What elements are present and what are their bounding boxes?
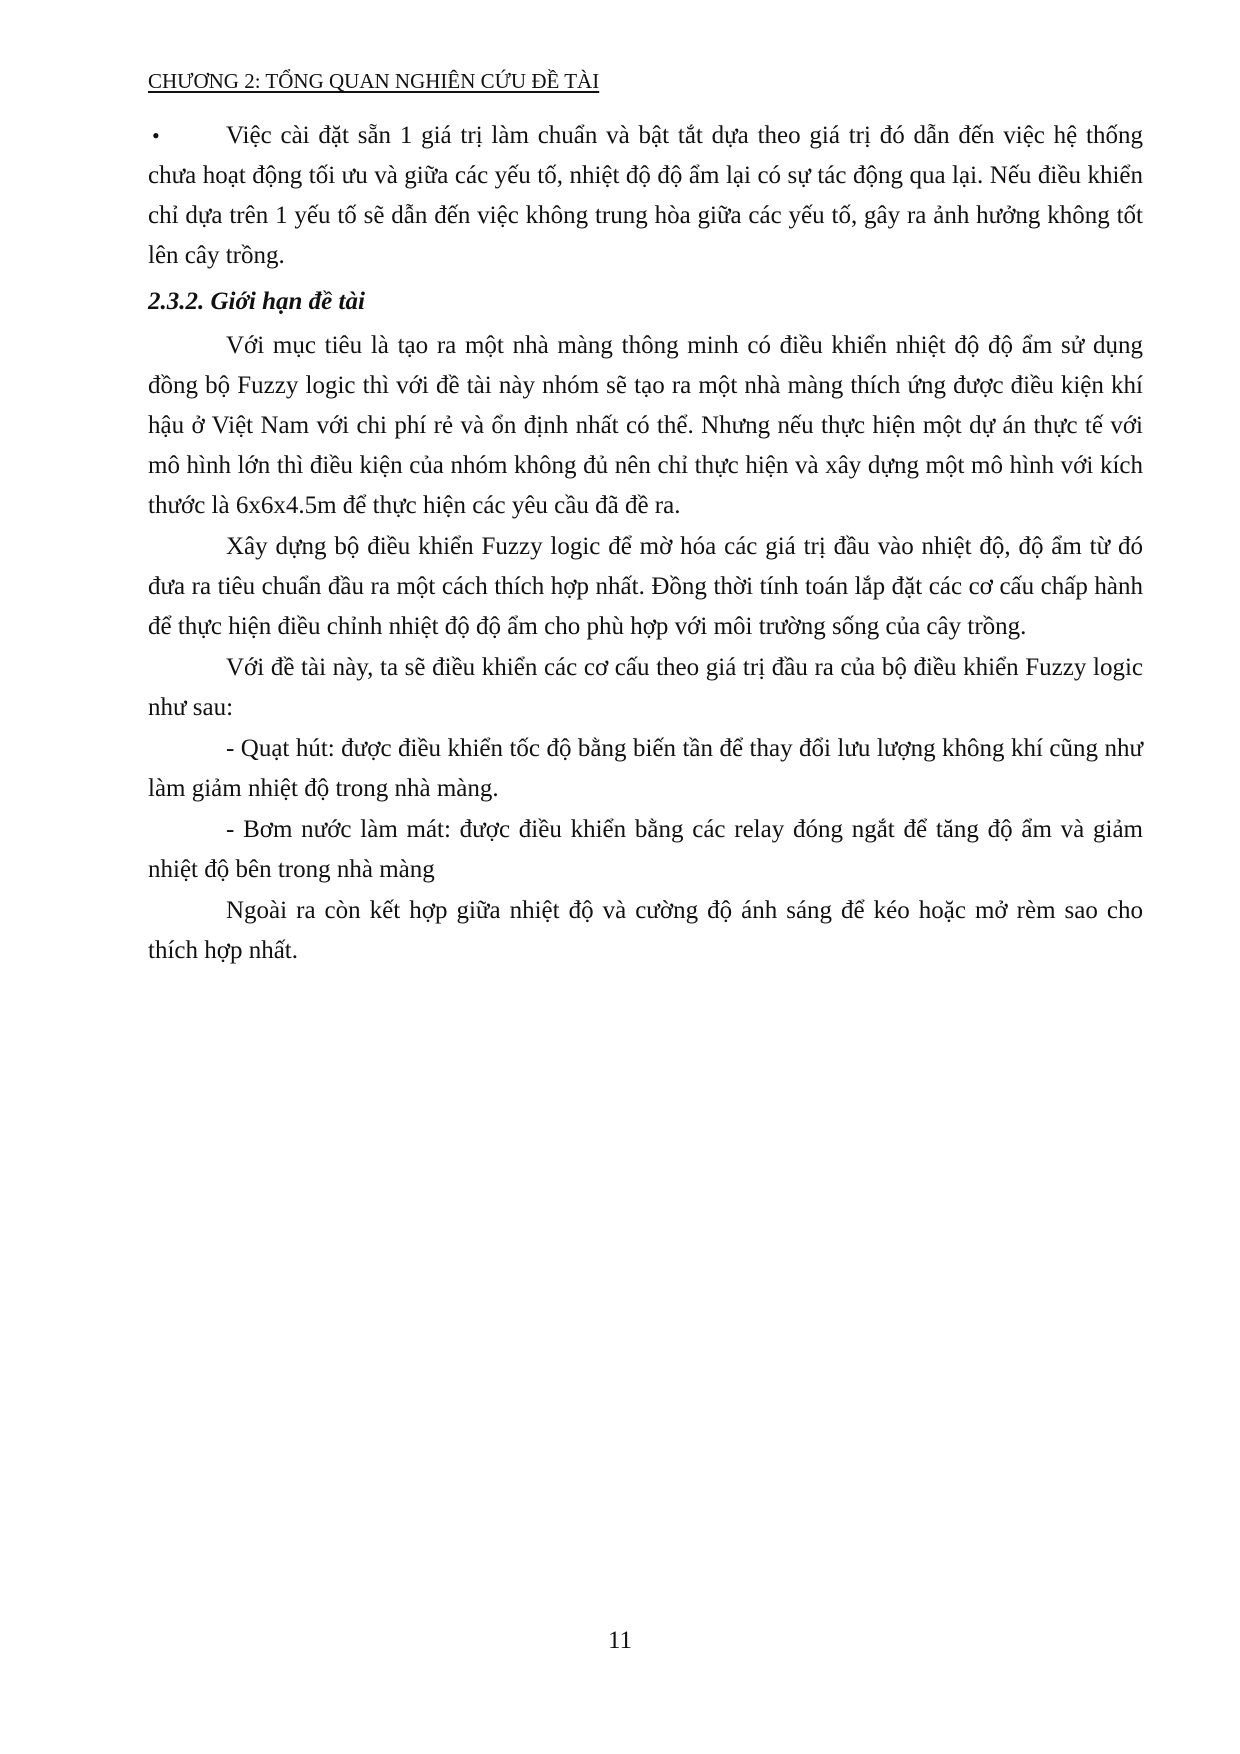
paragraph-control-intro: Với đề tài này, ta sẽ điều khiển các cơ cấu theo giá trị đầu ra của bộ điều khiển Fuzzy logic như sau: [148,654,1143,721]
bullet-text: Việc cài đặt sẵn 1 giá trị làm chuẩn và bật tắt dựa theo giá trị đó dẫn đến việc hệ thống chưa hoạt động tối ưu và giữa các yếu tố, nhiệt độ độ ẩm lại có sự tác động qua lại. Nếu điều khiển chỉ dựa trên 1 yếu tố sẽ dẫn đến việc không trung hòa giữa các yếu tố, gây ra ảnh hưởng không tốt lên cây trồng. [148,122,1143,269]
page-number: 11 [607,1627,633,1654]
bullet-icon: • [152,123,160,148]
paragraph-exhaust-fan: - Quạt hút: được điều khiển tốc độ bằng biến tần để thay đổi lưu lượng không khí cũng như làm giảm nhiệt độ trong nhà màng. [148,735,1143,802]
paragraph-cooling-pump: - Bơm nước làm mát: được điều khiển bằng các relay đóng ngắt để tăng độ ẩm và giảm nhiệt độ bên trong nhà màng [148,816,1143,883]
paragraph-fuzzy-controller: Xây dựng bộ điều khiển Fuzzy logic để mờ hóa các giá trị đầu vào nhiệt độ, độ ẩm từ đó đưa ra tiêu chuẩn đầu ra một cách thích hợp nhất. Đồng thời tính toán lắp đặt các cơ cấu chấp hành để thực hiện điều chỉnh nhiệt độ độ ẩm cho phù hợp với môi trường sống của cây trồng. [148,533,1143,640]
paragraph-objective: Với mục tiêu là tạo ra một nhà màng thông minh có điều khiển nhiệt độ độ ẩm sử dụng đồng bộ Fuzzy logic thì với đề tài này nhóm sẽ tạo ra một nhà màng thích ứng được điều kiện khí hậu ở Việt Nam với chi phí rẻ và ổn định nhất có thể. Nhưng nếu thực hiện một dự án thực tế với mô hình lớn thì điều kiện của nhóm không đủ nên chỉ thực hiện và xây dựng một mô hình với kích thước là 6x6x4.5m để thực hiện các yêu cầu đã đề ra. [148,332,1143,519]
document-body [148,116,1143,971]
section-heading: 2.3.2. Giới hạn đề tài [148,288,365,315]
paragraph-curtain: Ngoài ra còn kết hợp giữa nhiệt độ và cường độ ánh sáng để kéo hoặc mở rèm sao cho thích hợp nhất. [148,897,1143,964]
chapter-header: CHƯƠNG 2: TỔNG QUAN NGHIÊN CỨU ĐỀ TÀI [148,69,600,93]
bullet-paragraph [148,116,1143,276]
